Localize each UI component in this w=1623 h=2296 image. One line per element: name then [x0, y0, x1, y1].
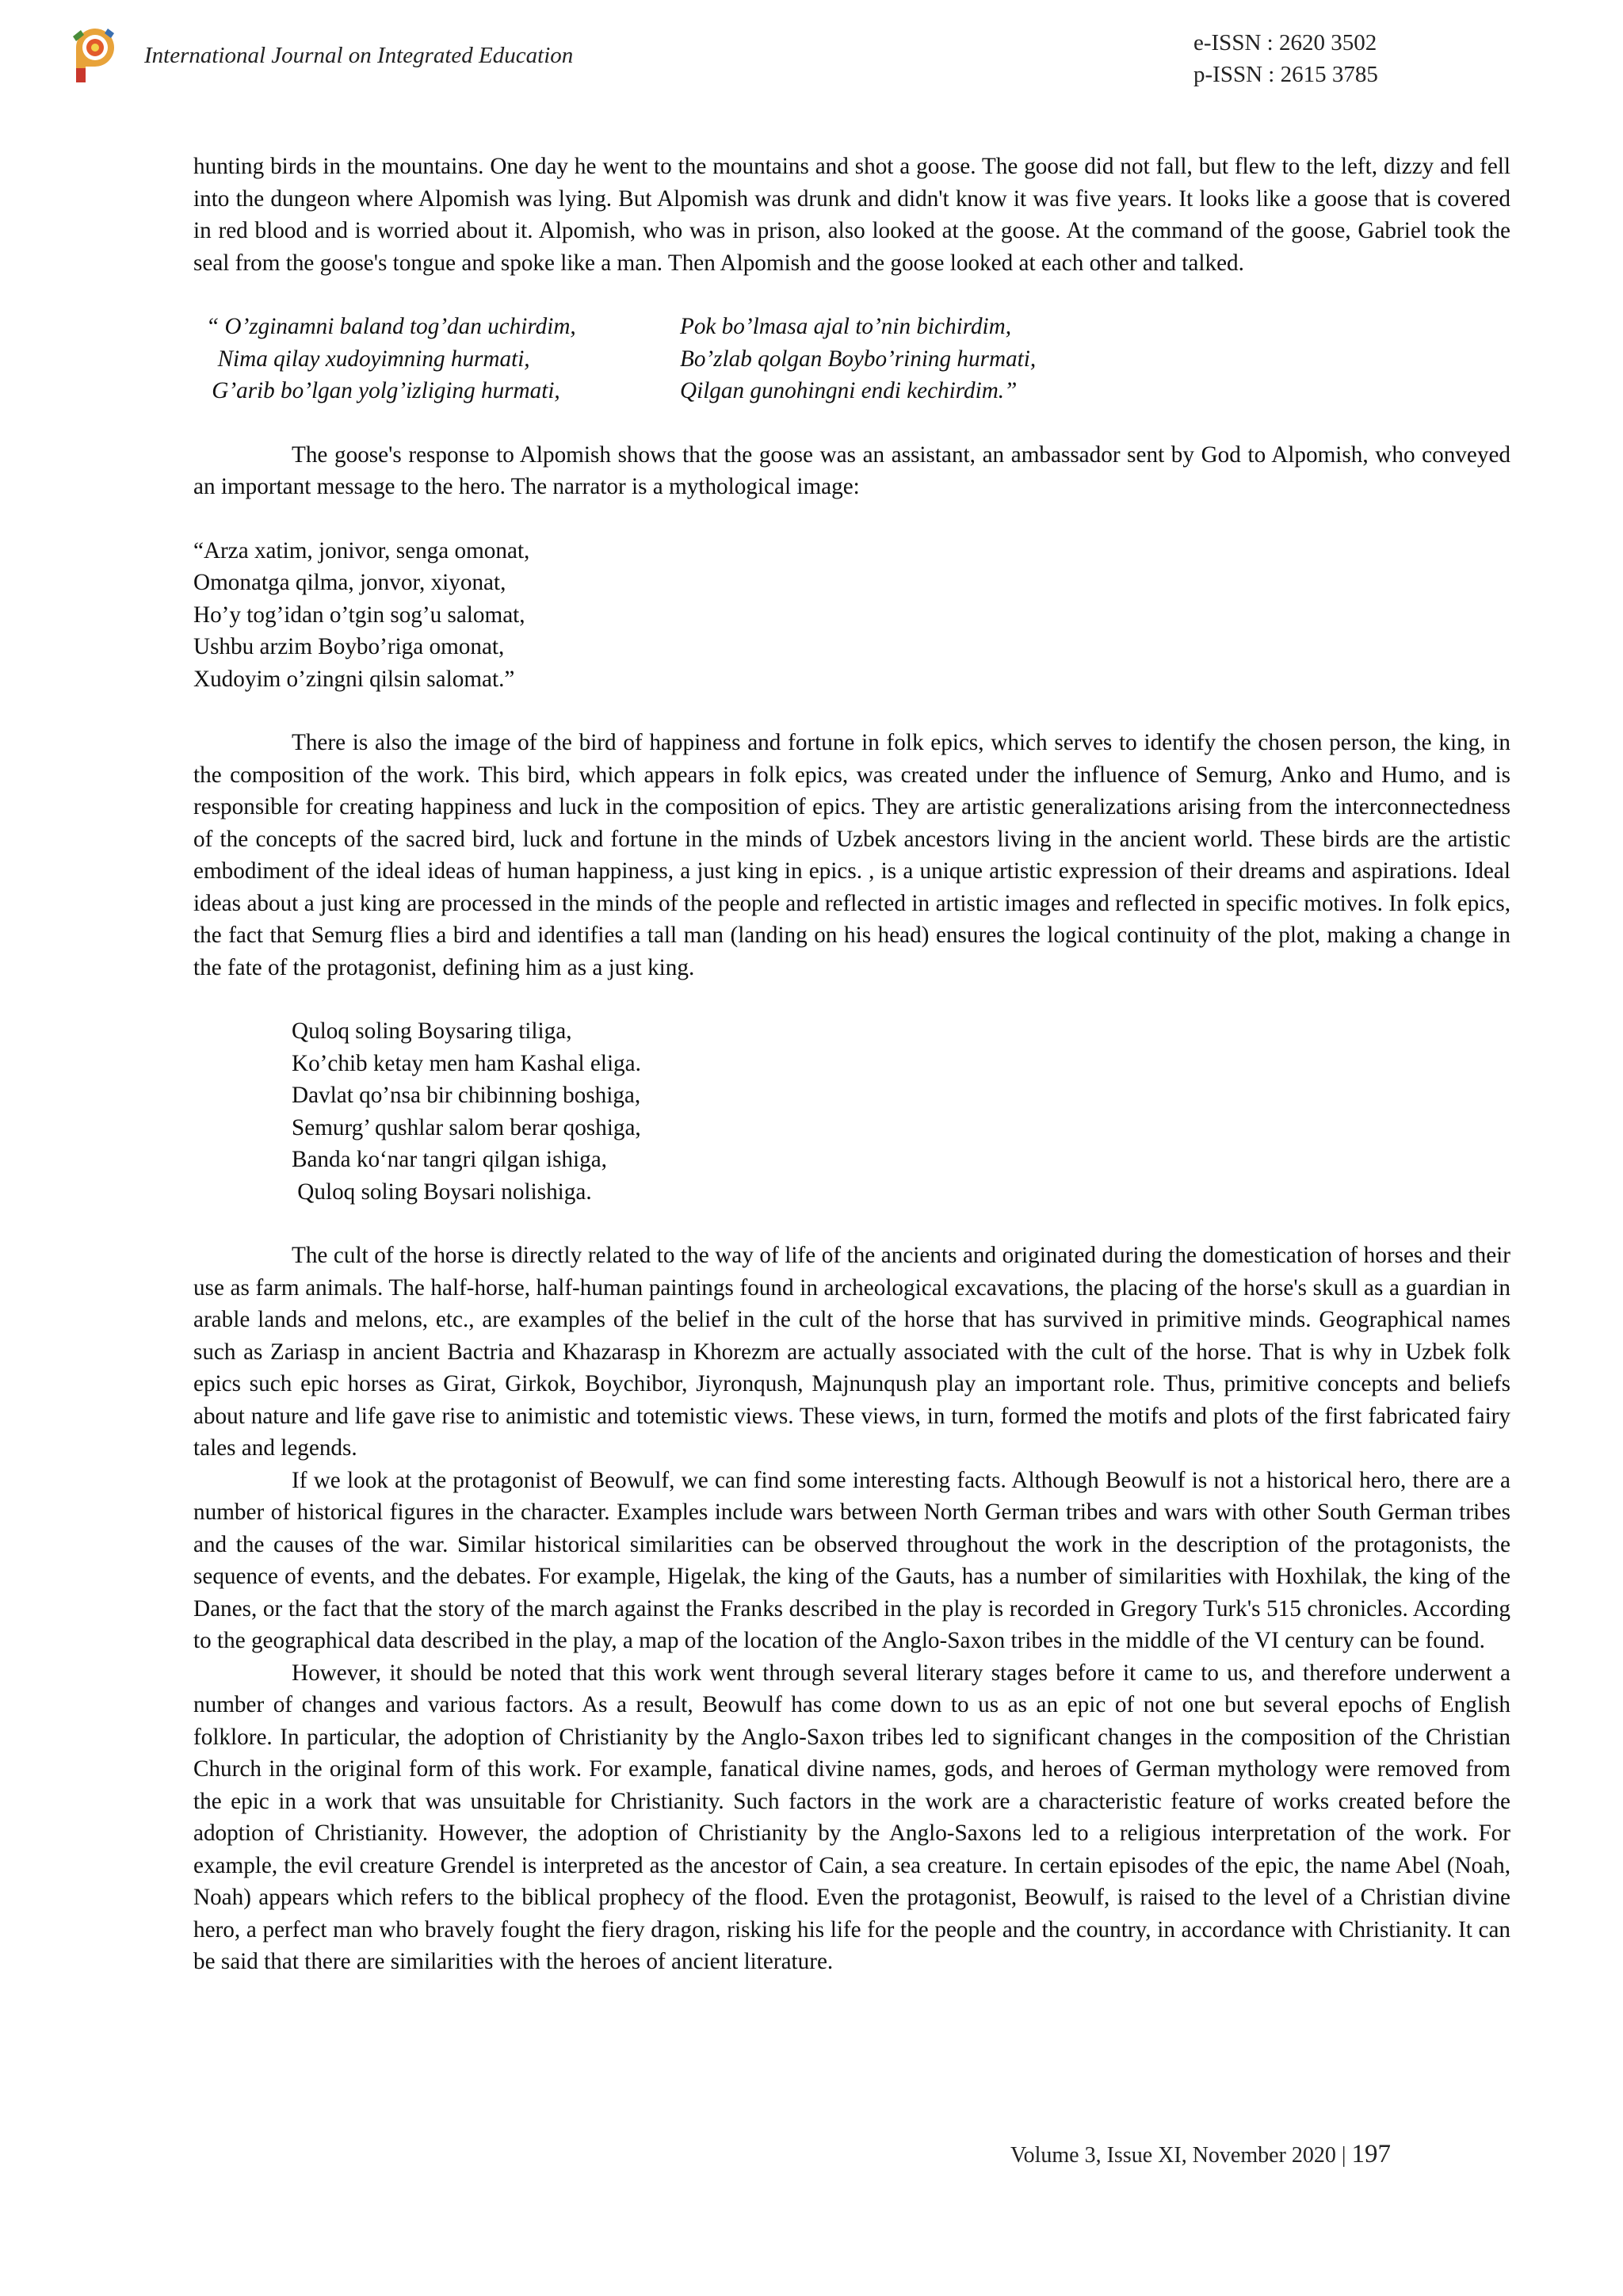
poem-1-line-1-right: Pok bo’lmasa ajal to’nin bichirdim, — [680, 314, 1012, 339]
poem-1-line-1-left: “ O’zginamni baland tog’dan uchirdim, — [206, 314, 576, 339]
poem-3 — [292, 1015, 1510, 1208]
poem-2 — [193, 535, 1510, 696]
poem-3-line: Quloq soling Boysaring tiliga, — [292, 1018, 572, 1044]
journal-name: International Journal on Integrated Education — [144, 43, 574, 68]
poem-3-line: Davlat qo’nsa bir chibinning boshiga, — [292, 1083, 641, 1108]
poem-2-line: “Arza xatim, jonivor, senga omonat, — [193, 537, 530, 563]
poem-3-line: Quloq soling Boysari nolishiga. — [292, 1179, 592, 1205]
poem-2-line: Xudoyim o’zingni qilsin salomat.” — [193, 666, 515, 692]
page-number: 197 — [1351, 2140, 1391, 2168]
poem-1 — [206, 311, 1510, 407]
eissn: e-ISSN : 2620 3502 — [1193, 30, 1377, 55]
paragraph-5: If we look at the protagonist of Beowulf, we can find some interesting facts. Although Beowulf is not a historical hero, there are a number of historical figures in the character. Examples include wars between North German tribes and wars with other South German tribes and the causes of the war. Similar historical similarities can be observed throughout the work in the description of the protagonists, the sequence of events, and the debates. For example, Higelak, the king of the Gauts, has a number of similarities with Hoxhilak, the king of the Danes, or the fact that the story of the march against the Franks described in the play is recorded in Gregory Turk's 515 chronicles. According to the geographical data described in the play, a map of the location of the Anglo-Saxon tribes in the middle of the VI century can be found. — [193, 1467, 1510, 1653]
page-footer — [1010, 2140, 1391, 2169]
paragraph-3: There is also the image of the bird of happiness and fortune in folk epics, which serves to identify the chosen person, the king, in the composition of the work. This bird, which appears in folk epics, was created under the influence of Semurg, Anko and Humo, and is responsible for creating happiness and luck in the composition of epics. They are artistic generalizations arising from the interconnectedness of the concepts of the sacred bird, luck and fortune in the minds of Uzbek ancestors living in the ancient world. These birds are the artistic embodiment of the ideal ideas of human happiness, a just king in epics. , is a unique artistic expression of their dreams and aspirations. Ideal ideas about a just king are processed in the minds of the people and reflected in artistic images and reflected in specific motives. In folk epics, the fact that Semurg flies a bird and identifies a tall man (landing on his head) ensures the logical continuity of the plot, making a change in the fate of the protagonist, defining him as a just king. — [193, 730, 1510, 980]
volume-info: Volume 3, Issue XI, November 2020 — [1010, 2143, 1336, 2168]
journal-logo-icon — [67, 21, 122, 87]
poem-2-line: Ushbu arzim Boybo’riga omonat, — [193, 634, 505, 659]
paragraph-4: The cult of the horse is directly related to the way of life of the ancients and originated during the domestication of horses and their use as farm animals. The half-horse, half-human paintings found in archeological excavations, the placing of the horse's skull as a guardian in arable lands and melons, etc., are examples of the belief in the cult of the horse that has survived in primitive minds. Geographical names such as Zariasp in ancient Bactria and Khazarasp in Khorezm are actually associated with the cult of the horse. That is why in Uzbek folk epics such epic horses as Girat, Girkok, Boychibor, Jiyronqush, Majnunqush play an important role. Thus, primitive concepts and beliefs about nature and life gave rise to animistic and totemistic views. These views, in turn, formed the motifs and plots of the first fabricated fairy tales and legends. — [193, 1243, 1510, 1461]
paragraph-6: However, it should be noted that this work went through several literary stages before it came to us, and therefore underwent a number of changes and various factors. As a result, Beowulf has come down to us as an epic of not one but several epochs of English folklore. In particular, the adoption of Christianity by the Anglo-Saxon tribes led to significant changes in the composition of the Christian Church in the original form of this work. For example, fanatical divine names, gods, and heroes of German mythology were removed from the epic in a work that was unsuitable for Christianity. Such factors in the work are a characteristic feature of works created before the adoption of Christianity. However, the adoption of Christianity by the Anglo-Saxons led to a religious interpretation of the work. For example, the evil creature Grendel is interpreted as the ancestor of Cain, a sea creature. In certain episodes of the epic, the name Abel (Noah, Noah) appears which refers to the biblical prophecy of the flood. Even the protagonist, Beowulf, is raised to the level of a Christian divine hero, a perfect man who bravely fought the fiery dragon, risking his life for the people and the country, in accordance with Christianity. It can be said that there are similarities with the heroes of ancient literature. — [193, 1660, 1510, 1974]
paragraph-2: The goose's response to Alpomish shows that the goose was an assistant, an ambassador sent by God to Alpomish, who conveyed an important message to the hero. The narrator is a mythological image: — [193, 441, 1510, 499]
poem-3-line: Ko’chib ketay men ham Kashal eliga. — [292, 1050, 641, 1076]
poem-1-line-3-left: G’arib bo’lgan yolg’izliging hurmati, — [206, 378, 560, 403]
poem-2-line: Omonatga qilma, jonvor, xiyonat, — [193, 570, 506, 595]
footer-separator: | — [1341, 2143, 1346, 2168]
pissn: p-ISSN : 2615 3785 — [1193, 62, 1378, 87]
poem-3-line: Banda ko‘nar tangri qilgan ishiga, — [292, 1147, 607, 1172]
poem-1-line-2-right: Bo’zlab qolgan Boybo’rining hurmati, — [680, 346, 1037, 372]
poem-1-line-2-left: Nima qilay xudoyimning hurmati, — [206, 346, 530, 372]
poem-2-line: Ho’y tog’idan o’tgin sog’u salomat, — [193, 602, 525, 628]
article-body — [193, 151, 1510, 1978]
issn-block — [1193, 27, 1378, 90]
poem-1-line-3-right: Qilgan gunohingni endi kechirdim.” — [680, 378, 1018, 403]
poem-3-line: Semurg’ qushlar salom berar qoshiga, — [292, 1114, 641, 1140]
paragraph-1: hunting birds in the mountains. One day he went to the mountains and shot a goose. The goose did not fall, but flew to the left, dizzy and fell into the dungeon where Alpomish was lying. But Alpomish was drunk and didn't know it was five years. It looks like a goose that is covered in red blood and is worried about it. Alpomish, who was in prison, also looked at the goose. At the command of the goose, Gabriel took the seal from the goose's tongue and spoke like a man. Then Alpomish and the goose looked at each other and talked. — [193, 154, 1510, 276]
page-header — [0, 0, 1623, 111]
